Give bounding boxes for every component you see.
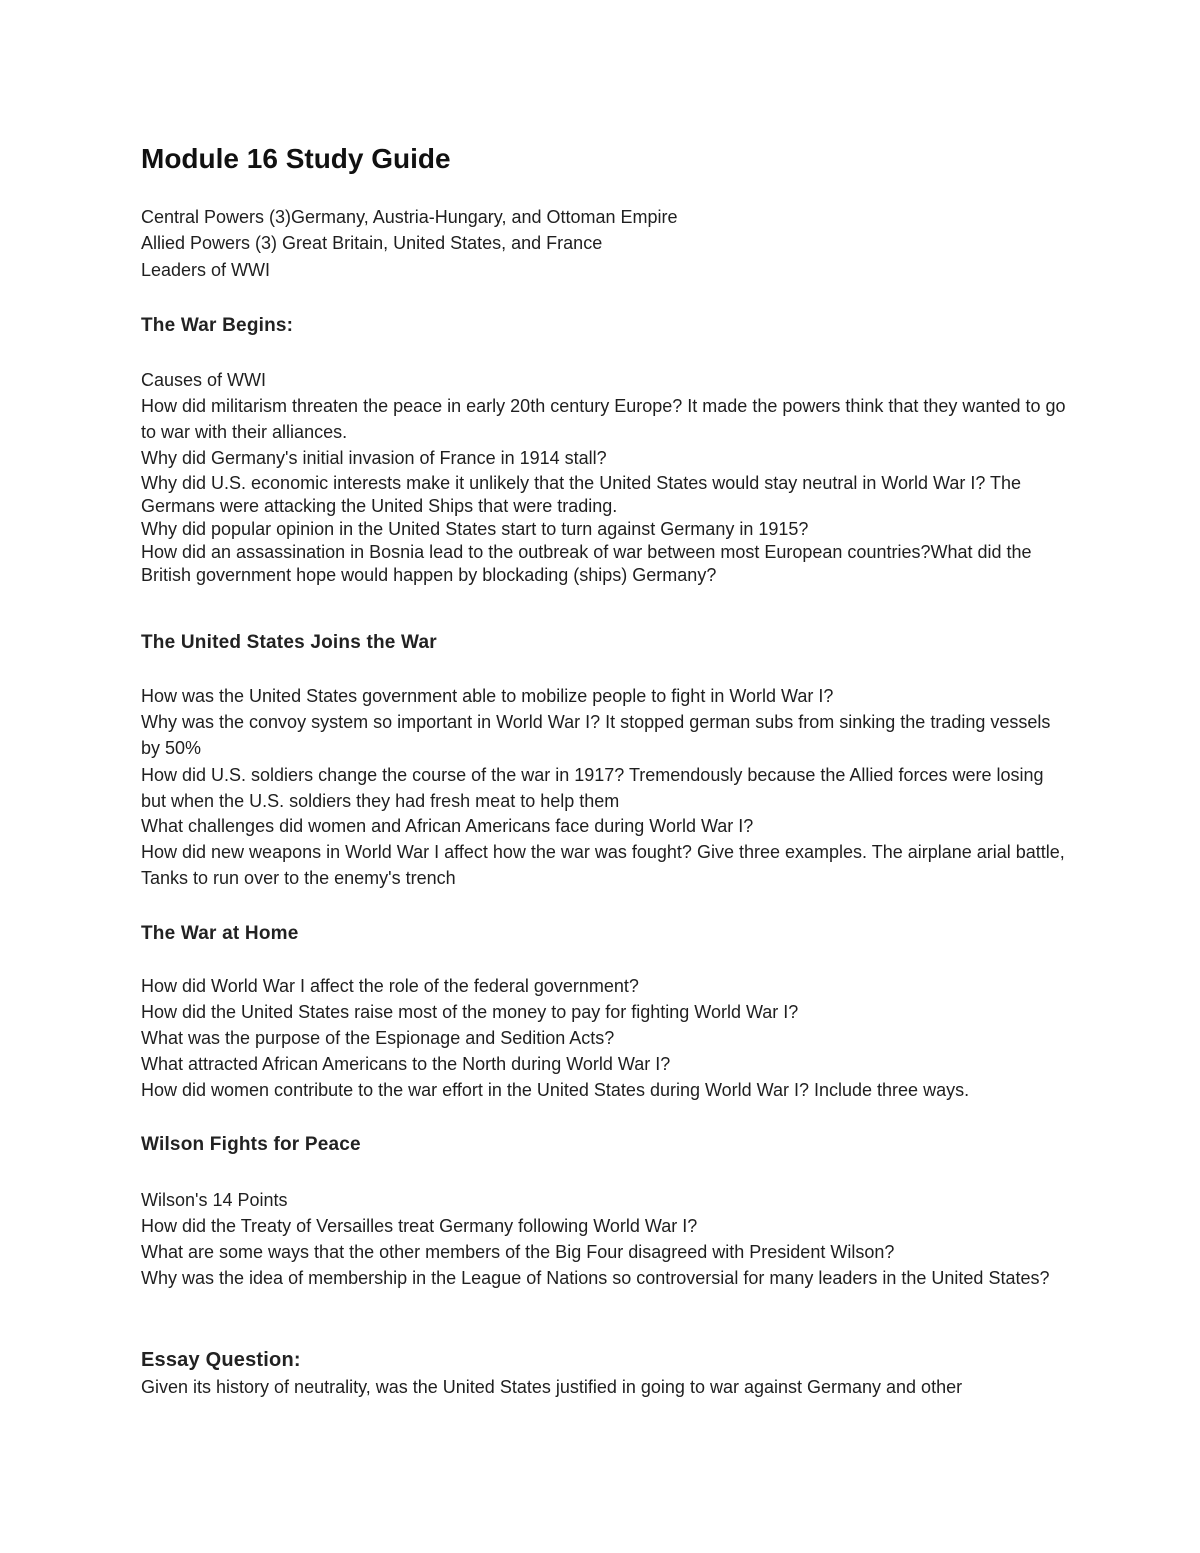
- list-item: How did the United States raise most of the money to pay for fighting World War I?: [141, 1002, 799, 1022]
- section-heading-essay: Essay Question:: [141, 1349, 301, 1371]
- essay-question-text: Given its history of neutrality, was the United States justified in going to war against Germany and other: [141, 1377, 963, 1397]
- list-item: How did U.S. soldiers change the course of the war in 1917? Tremendously because the Allied forces were losing but when the U.S. soldiers they had fresh meat to help them: [141, 765, 1044, 811]
- section-heading-war-at-home: The War at Home: [141, 923, 299, 944]
- section-heading-us-joins: The United States Joins the War: [141, 632, 437, 653]
- intro-allied-powers: Allied Powers (3) Great Britain, United States, and France: [141, 233, 603, 253]
- list-item: How did the Treaty of Versailles treat Germany following World War I?: [141, 1216, 698, 1236]
- list-item: How did World War I affect the role of the federal government?: [141, 976, 639, 996]
- list-item: How did militarism threaten the peace in early 20th century Europe? It made the powers think that they wanted to go to war with their alliances.: [141, 396, 1066, 442]
- list-item: What are some ways that the other members of the Big Four disagreed with President Wilson?: [141, 1242, 895, 1262]
- list-item: How did women contribute to the war effort in the United States during World War I? Include three ways.: [141, 1080, 970, 1100]
- list-item: Why did popular opinion in the United States start to turn against Germany in 1915?: [141, 519, 809, 539]
- list-item: Causes of WWI: [141, 370, 267, 390]
- list-item: What was the purpose of the Espionage and Sedition Acts?: [141, 1028, 615, 1048]
- list-item: Why did U.S. economic interests make it unlikely that the United States would stay neutral in World War I? The Germans were attacking the United Ships that were trading.: [141, 473, 1022, 516]
- list-item: Why was the convoy system so important in World War I? It stopped german subs from sinking the trading vessels by 50%: [141, 712, 1051, 758]
- list-item: Why did Germany's initial invasion of France in 1914 stall?: [141, 448, 607, 468]
- intro-leaders: Leaders of WWI: [141, 260, 271, 280]
- page-title: Module 16 Study Guide: [141, 143, 451, 174]
- list-item: How was the United States government able to mobilize people to fight in World War I?: [141, 686, 834, 706]
- list-item: How did new weapons in World War I affect how the war was fought? Give three examples. The airplane arial battle, Tanks to run over to the enemy's trench: [141, 842, 1065, 888]
- section-heading-wilson: Wilson Fights for Peace: [141, 1134, 361, 1155]
- list-item: What challenges did women and African Americans face during World War I?: [141, 816, 754, 836]
- intro-central-powers: Central Powers (3)Germany, Austria-Hungary, and Ottoman Empire: [141, 207, 678, 227]
- section-heading-war-begins: The War Begins:: [141, 315, 294, 336]
- list-item: How did an assassination in Bosnia lead to the outbreak of war between most European countries?What did the British government hope would happen by blockading (ships) Germany?: [141, 542, 1032, 585]
- list-item: Why was the idea of membership in the League of Nations so controversial for many leaders in the United States?: [141, 1268, 1050, 1288]
- list-item: What attracted African Americans to the North during World War I?: [141, 1054, 671, 1074]
- list-item: Wilson's 14 Points: [141, 1190, 288, 1210]
